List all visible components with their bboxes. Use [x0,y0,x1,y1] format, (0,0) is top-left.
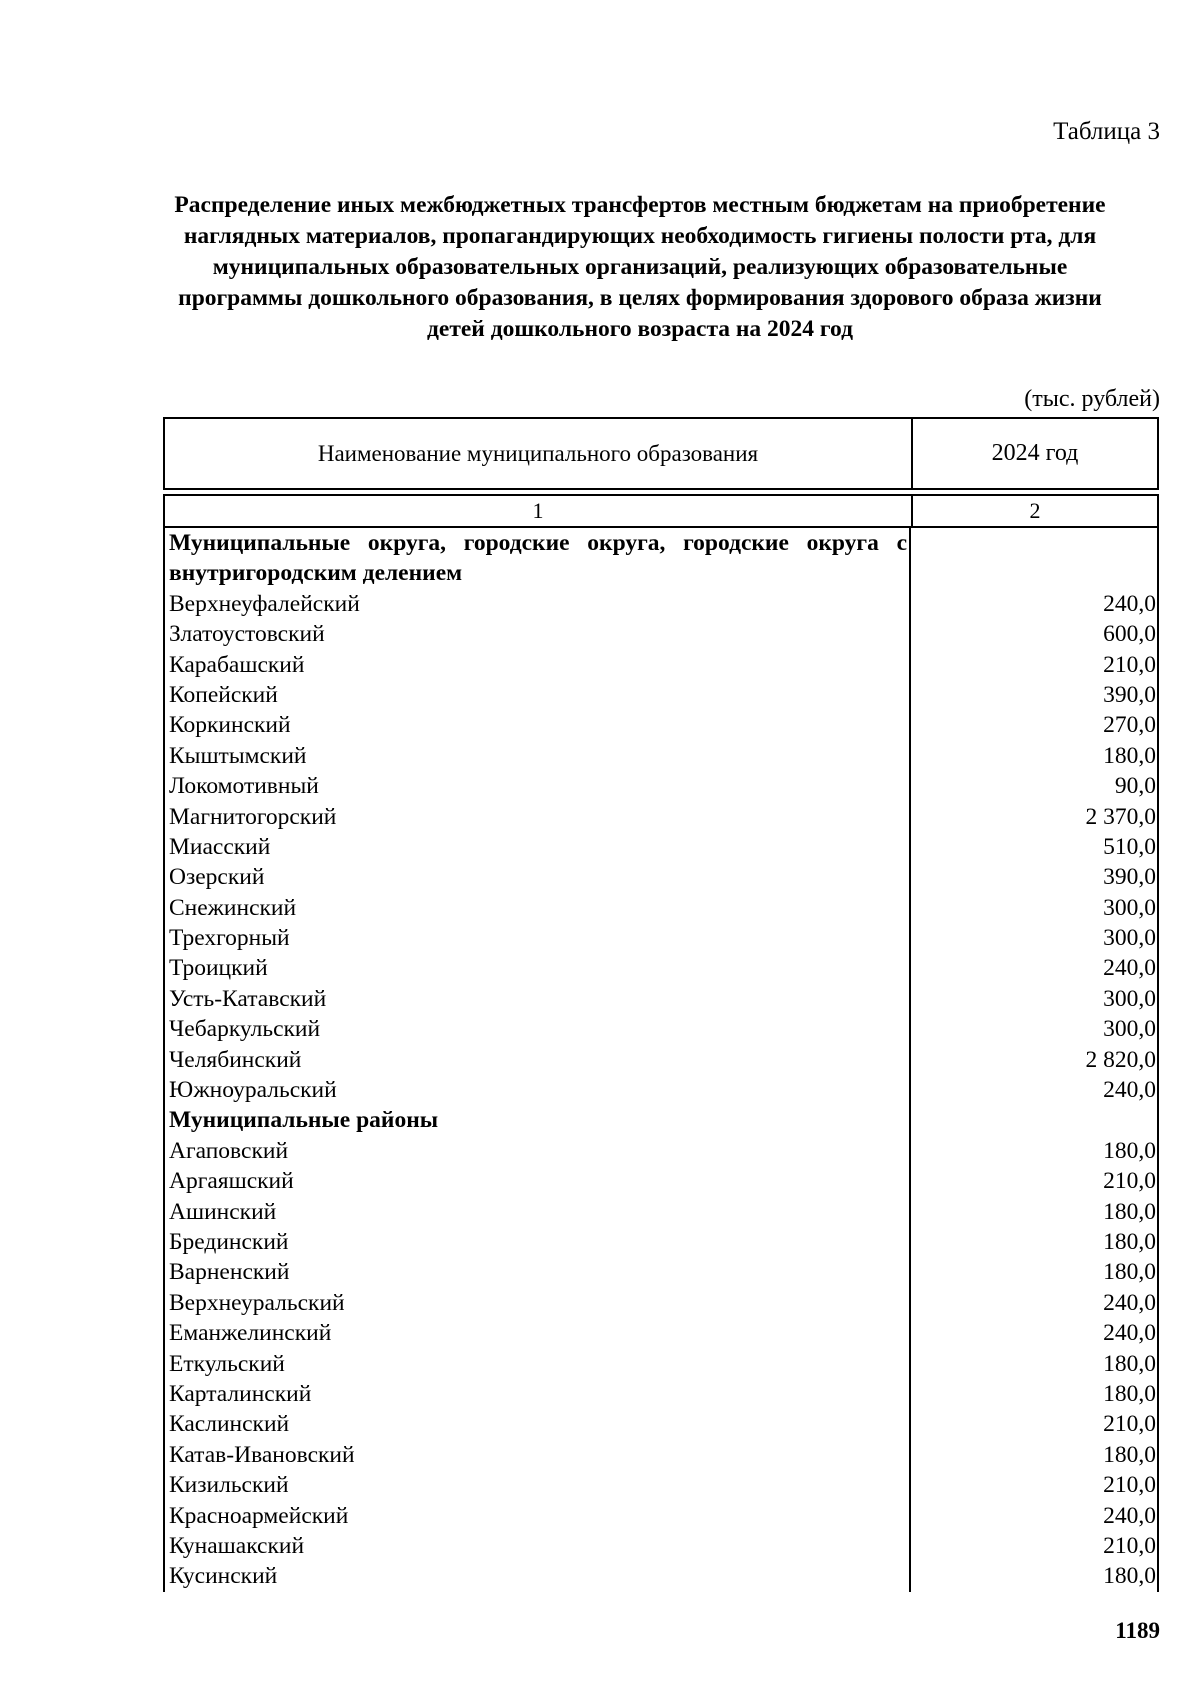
table-header [163,417,1159,490]
municipality-name: Еткульский [165,1349,911,1379]
municipality-name: Каслинский [165,1409,911,1439]
table-row [165,1501,1157,1531]
amount-value: 300,0 [1103,985,1156,1012]
table-row [165,953,1157,983]
municipality-name: Копейский [165,680,911,710]
amount-value: 180,0 [1103,1350,1156,1377]
amount-value: 2 370,0 [1085,803,1156,830]
amount-value: 90,0 [1114,773,1156,800]
units-label: (тыс. рублей) [1024,386,1160,412]
table-body [163,528,1159,1592]
amount-value: 180,0 [1103,1259,1156,1286]
amount-value: 300,0 [1103,925,1156,952]
section-value [911,1105,1157,1135]
municipality-name: Трехгорный [165,923,911,953]
amount-value: 180,0 [1103,1380,1156,1407]
header-year: 2024 год [991,440,1079,466]
municipality-name: Локомотивный [165,771,911,801]
column-number-2: 2 [1029,498,1041,523]
amount-value: 180,0 [1103,1137,1156,1164]
amount-value: 300,0 [1103,1016,1156,1043]
section-value [911,528,1157,589]
amount-value: 180,0 [1103,1441,1156,1468]
amount-value: 210,0 [1103,1168,1156,1195]
table-row [165,771,1157,801]
table-row [165,1349,1157,1379]
municipality-name: Карабашский [165,650,911,680]
table-row [165,1166,1157,1196]
municipality-name: Челябинский [165,1045,911,1075]
amount-value: 600,0 [1103,621,1156,648]
table-label: Таблица 3 [1053,118,1160,145]
table-row [165,862,1157,892]
table-row [165,1531,1157,1561]
municipality-name: Аргаяшский [165,1166,911,1196]
municipality-name: Еманжелинский [165,1318,911,1348]
column-number-1: 1 [165,496,913,526]
municipality-name: Магнитогорский [165,802,911,832]
municipality-name: Кунашакский [165,1531,911,1561]
municipality-name: Южноуральский [165,1075,911,1105]
section-title: Муниципальные округа, городские округа, городские округа с внутригородским делением [165,528,911,589]
document-title: Распределение иных межбюджетных трансфертов местным бюджетам на приобретение наглядных материалов, пропагандирующих необходимость гигиены полости рта, для муниципальных образовательных организаций, реализующих образовательные программы дошкольного образования, в целях формирования здорового образа жизни детей дошкольного возраста на 2024 год [174,192,1106,342]
amount-value: 510,0 [1103,833,1156,860]
amount-value: 210,0 [1103,1532,1156,1559]
amount-value: 2 820,0 [1085,1046,1156,1073]
municipality-name: Чебаркульский [165,1014,911,1044]
amount-value: 240,0 [1103,1077,1156,1104]
municipality-name: Троицкий [165,953,911,983]
table-row [165,741,1157,771]
table-row [165,1440,1157,1470]
amount-value: 180,0 [1103,1198,1156,1225]
municipality-name: Агаповский [165,1136,911,1166]
table-row [165,589,1157,619]
table-row [165,1409,1157,1439]
municipality-name: Карталинский [165,1379,911,1409]
header-municipality: Наименование муниципального образования [165,419,913,488]
column-number-row [163,494,1159,528]
table-row [165,984,1157,1014]
municipality-name: Усть-Катавский [165,984,911,1014]
table-row [165,1561,1157,1591]
municipality-name: Златоустовский [165,619,911,649]
table-row [165,619,1157,649]
table-row [165,1045,1157,1075]
table-row [165,1227,1157,1257]
allocation-table [163,417,1159,1592]
table-row [165,832,1157,862]
amount-value: 270,0 [1103,712,1156,739]
amount-value: 180,0 [1103,742,1156,769]
amount-value: 240,0 [1103,955,1156,982]
table-row [165,1288,1157,1318]
page-number: 1189 [1115,1618,1160,1643]
table-row [165,1197,1157,1227]
amount-value: 180,0 [1103,1563,1156,1590]
table-row [165,923,1157,953]
municipality-name: Брединский [165,1227,911,1257]
amount-value: 390,0 [1103,864,1156,891]
amount-value: 240,0 [1103,1320,1156,1347]
municipality-name: Ашинский [165,1197,911,1227]
table-row [165,1014,1157,1044]
municipality-name: Коркинский [165,710,911,740]
municipality-name: Кизильский [165,1470,911,1500]
section-title: Муниципальные районы [165,1105,911,1135]
amount-value: 210,0 [1103,651,1156,678]
municipality-name: Варненский [165,1257,911,1287]
municipality-name: Верхнеуфалейский [165,589,911,619]
table-row [165,710,1157,740]
amount-value: 210,0 [1103,1472,1156,1499]
table-row [165,1318,1157,1348]
table-row [165,680,1157,710]
amount-value: 180,0 [1103,1229,1156,1255]
municipality-name: Озерский [165,862,911,892]
amount-value: 240,0 [1103,1502,1156,1529]
table-row [165,1075,1157,1105]
amount-value: 210,0 [1103,1411,1156,1438]
municipality-name: Красноармейский [165,1501,911,1531]
municipality-name: Верхнеуральский [165,1288,911,1318]
municipality-name: Катав-Ивановский [165,1440,911,1470]
amount-value: 300,0 [1103,894,1156,921]
table-row [165,650,1157,680]
table-row [165,802,1157,832]
table-row [165,1379,1157,1409]
municipality-name: Миасский [165,832,911,862]
table-row [165,893,1157,923]
municipality-name: Снежинский [165,893,911,923]
amount-value: 240,0 [1103,1289,1156,1316]
table-row [165,1470,1157,1500]
table-row [165,1257,1157,1287]
municipality-name: Кыштымский [165,741,911,771]
municipality-name: Кусинский [165,1561,911,1591]
table-row [165,1136,1157,1166]
section-row [165,1105,1157,1135]
amount-value: 390,0 [1103,681,1156,708]
section-row [165,528,1157,589]
amount-value: 240,0 [1103,590,1156,617]
